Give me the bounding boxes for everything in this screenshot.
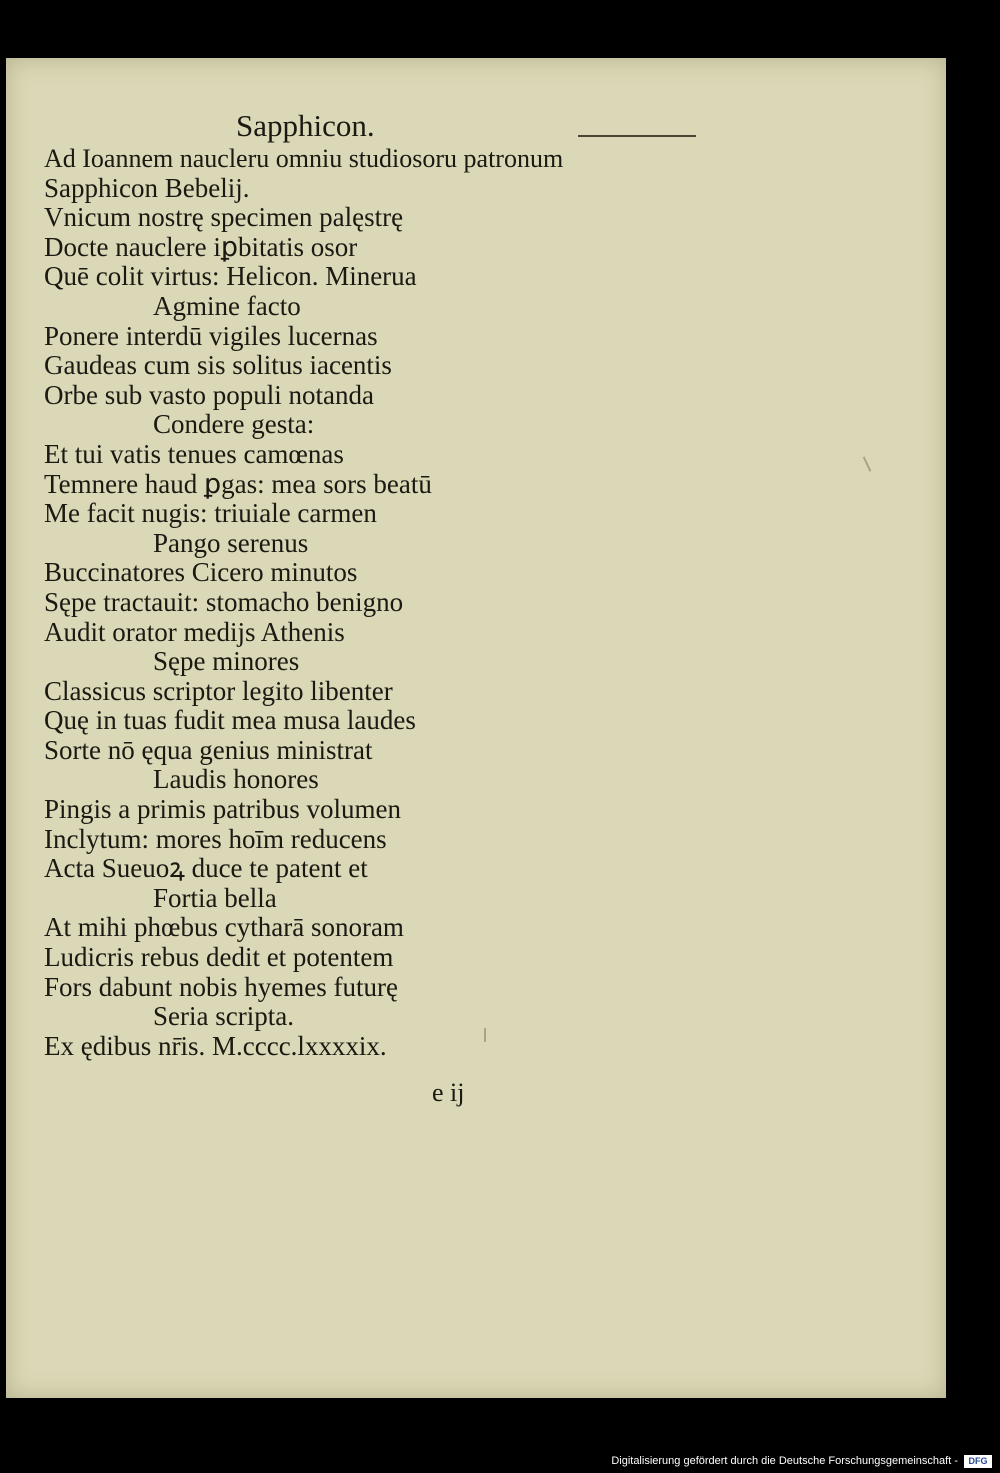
margin-mark — [484, 1028, 486, 1042]
text-line: Fors dabunt nobis hyemes futurę — [44, 971, 398, 1002]
text-line: Me facit nugis: triuiale carmen — [44, 498, 377, 529]
text-line: At mihi phœbus cytharā sonoram — [44, 912, 404, 943]
text-line: Ludicris rebus dedit et potentem — [44, 942, 394, 973]
text-line: Sapphicon Bebelij. — [44, 172, 250, 203]
text-line: Ponere interdū vigiles lucernas — [44, 320, 378, 351]
text-line: Et tui vatis tenues camœnas — [44, 438, 344, 469]
text-line: Inclytum: mores hoīm reducens — [44, 823, 387, 854]
funding-credit: Digitalisierung gefördert durch die Deutsche Forschungsgemeinschaft - — [611, 1455, 958, 1467]
text-line: Sępe minores — [153, 646, 300, 677]
poem-text — [44, 144, 563, 1061]
text-line: Sorte nō ęqua genius ministrat — [44, 734, 373, 765]
text-line: Seria scripta. — [153, 1001, 294, 1032]
text-line: Audit orator medijs Athenis — [44, 616, 345, 647]
text-line: Sępe tractauit: stomacho benigno — [44, 586, 404, 617]
dfg-logo-icon: DFG — [964, 1455, 992, 1468]
text-line: Pingis a primis patribus volumen — [44, 794, 401, 825]
text-line: Ex ędibus nr̄is. M.cccc.lxxxxix. — [44, 1030, 387, 1061]
text-line: Gaudeas cum sis solitus iacentis — [44, 350, 392, 381]
text-line: Orbe sub vasto populi notanda — [44, 379, 374, 410]
text-line: Buccinatores Cicero minutos — [44, 557, 358, 588]
text-line: Docte nauclere iꝑbitatis osor — [44, 231, 358, 262]
text-line: Condere gesta: — [153, 409, 315, 440]
footer-bar — [0, 1403, 1000, 1473]
text-line: Laudis honores — [153, 764, 319, 795]
text-line: Quę in tuas fudit mea musa laudes — [44, 705, 416, 736]
text-line: Vnicum nostrę specimen palęstrę — [44, 202, 404, 233]
overline-rule — [578, 135, 696, 137]
text-line: Pango serenus — [153, 527, 309, 558]
text-line: Acta Sueuoꝝ duce te patent et — [44, 853, 368, 884]
text-line: Fortia bella — [153, 882, 277, 913]
text-line: Quē colit virtus: Helicon. Minerua — [44, 261, 417, 292]
margin-mark — [863, 456, 872, 471]
text-line: Temnere haud ꝑgas: mea sors beatū — [44, 468, 432, 499]
book-page — [6, 58, 946, 1398]
text-line: Ad Ioannem naucleru omniu studiosoru patronum — [44, 144, 564, 173]
text-line: Agmine facto — [153, 290, 301, 321]
signature-mark: e ij — [432, 1078, 465, 1107]
text-line: Classicus scriptor legito libenter — [44, 675, 393, 706]
page-heading: Sapphicon. — [236, 108, 375, 143]
